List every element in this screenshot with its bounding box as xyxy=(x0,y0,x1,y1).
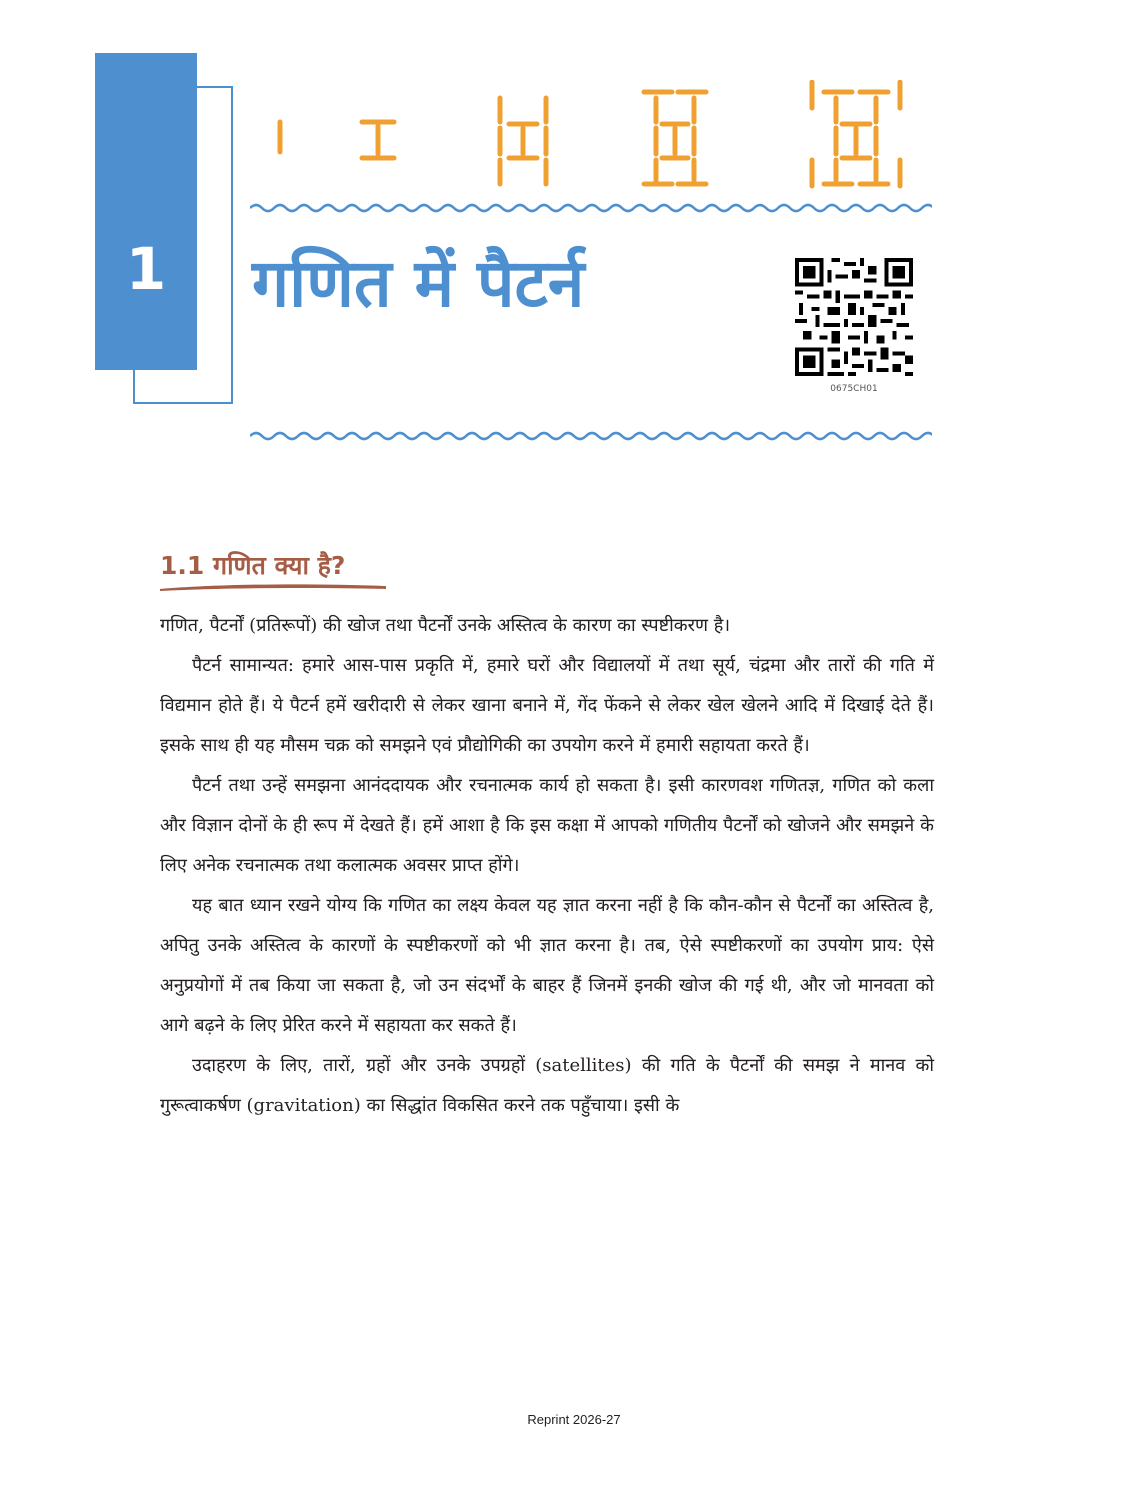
matchstick-pattern-illustration xyxy=(260,80,920,190)
paragraph: पैटर्न सामान्यत: हमारे आस-पास प्रकृति में, हमारे घरों और विद्यालयों में तथा सूर्य, चंद्रमा और तारों की गति में विद्यमान होते हैं। ये पैटर्न हमें खरीदारी से लेकर खाना बनाने में, गेंद फेंकने से लेकर खेल खेलने आदि में दिखाई देते हैं। इसके साथ ही यह मौसम चक्र को समझने एवं प्रौद्योगिकी का उपयोग करने में हमारी सहायता करते हैं। xyxy=(160,655,934,756)
chapter-number-block xyxy=(95,53,197,370)
body-text xyxy=(160,606,934,1126)
chapter-title: गणित में पैटर्न xyxy=(252,245,585,322)
section-heading: 1.1 गणित क्या है? xyxy=(160,551,346,580)
paragraph: गणित, पैटर्नों (प्रतिरूपों) की खोज तथा पैटर्नों उनके अस्तित्व के कारण का स्पष्टीकरण है। xyxy=(160,615,731,636)
wavy-divider-bottom xyxy=(250,430,932,442)
qr-code-label: 0675CH01 xyxy=(830,384,878,394)
paragraph: यह बात ध्यान रखने योग्य कि गणित का लक्ष्य केवल यह ज्ञात करना नहीं है कि कौन-कौन से पैटर्नों का अस्तित्व है, अपितु उनके अस्तित्व के कारणों के स्पष्टीकरणों को भी ज्ञात करना है। तब, ऐसे स्पष्टीकरणों का उपयोग प्राय: ऐसे अनुप्रयोगों में तब किया जा सकता है, जो उन संदर्भों के बाहर हैं जिनमें इनकी खोज की गई थी, और जो मानवता को आगे बढ़ने के लिए प्रेरित करने में सहायता कर सकते हैं। xyxy=(160,895,934,1036)
paragraph: पैटर्न तथा उन्हें समझना आनंददायक और रचनात्मक कार्य हो सकता है। इसी कारणवश गणितज्ञ, गणित को कला और विज्ञान दोनों के ही रूप में देखते हैं। हमें आशा है कि इस कक्षा में आपको गणितीय पैटर्नों को खोजने और समझने के लिए अनेक रचनात्मक तथा कलात्मक अवसर प्राप्त होंगे। xyxy=(160,775,934,876)
wavy-divider-top xyxy=(250,202,932,214)
qr-code-icon[interactable] xyxy=(795,258,913,376)
section-heading-underline xyxy=(158,582,388,592)
chapter-number: 1 xyxy=(125,235,167,303)
paragraph: उदाहरण के लिए, तारों, ग्रहों और उनके उपग्रहों (satellites) की गति के पैटर्नों की समझ ने मानव को गुरूत्वाकर्षण (gravitation) का सिद्धांत विकसित करने तक पहुँचाया। इसी के xyxy=(160,1055,934,1116)
footer-reprint: Reprint 2026-27 xyxy=(527,1412,621,1427)
